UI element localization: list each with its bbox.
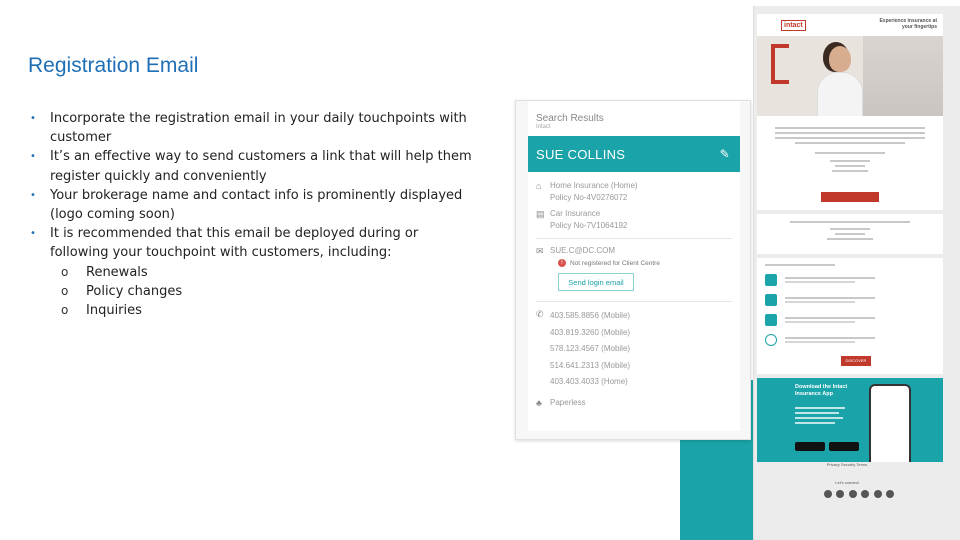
paperless-label: Paperless (550, 397, 586, 407)
bullet-item (30, 109, 485, 147)
email-footer-links[interactable]: Privacy Security Terms (826, 462, 868, 467)
search-results-subheading: Intact (536, 124, 551, 130)
registration-warning (528, 259, 740, 267)
email-intro-text (757, 124, 943, 172)
phone-icon: ✆ (536, 309, 544, 319)
sub-bullet-item (30, 263, 485, 282)
woman-head (829, 46, 851, 72)
policy-type: Home Insurance (Home) (550, 181, 638, 190)
phone-number: 403.819.3260 (Mobile) (550, 327, 631, 337)
linkedin-icon[interactable] (861, 490, 869, 498)
features-section (757, 258, 943, 374)
phone-number: 403.585.8856 (Mobile) (550, 311, 631, 320)
edit-pencil-icon[interactable]: ✎ (719, 147, 730, 161)
woman-body (817, 72, 863, 120)
email-preview (753, 6, 960, 540)
sub-bullet-marker: o (61, 283, 69, 298)
slide-title: Registration Email (28, 54, 199, 77)
email-row (528, 245, 740, 257)
warning-icon: ! (558, 259, 566, 267)
register-now-button[interactable] (821, 192, 879, 202)
paperless-row (528, 397, 740, 409)
phone-list-row (528, 308, 740, 391)
customer-name: SUE COLLINS (536, 146, 626, 162)
crm-card-body (528, 101, 740, 431)
document-feature-icon (765, 294, 777, 306)
bullet-text-line: It is recommended that this email be deployed during or (50, 226, 419, 242)
sub-bullet-item (30, 282, 485, 301)
bullet-marker: • (30, 151, 36, 163)
feature-item (765, 334, 935, 348)
phone-number: 578.123.4567 (Mobile) (550, 344, 631, 353)
kitchen-background (863, 36, 943, 120)
customer-email: SUE.C@DC.COM (550, 246, 616, 255)
feature-item (765, 294, 935, 308)
car-icon: ▤ (536, 209, 545, 219)
app-promo-text (795, 404, 855, 424)
sub-bullet-marker: o (61, 264, 69, 279)
sub-bullet-text: Inquiries (86, 303, 142, 319)
bullet-text-line: Incorporate the registration email in your daily touchpoints with (50, 111, 467, 126)
divider (536, 238, 732, 239)
discover-button[interactable]: DISCOVER (841, 356, 871, 366)
facebook-icon[interactable] (824, 490, 832, 498)
bullet-list (30, 109, 485, 320)
sub-bullet-marker: o (61, 303, 69, 318)
bullet-marker: • (30, 113, 36, 124)
email-tagline: Experience insurance at your fingertips (879, 18, 937, 30)
app-promo-title: Download the Intact Insurance App (795, 384, 848, 397)
sub-bullet-item (30, 301, 485, 320)
intact-logo: intact (781, 20, 806, 31)
phone-number: 514.641.2313 (Mobile) (550, 360, 631, 370)
broker-contact-section (757, 214, 943, 254)
feature-item (765, 314, 935, 328)
bullet-marker: • (30, 228, 36, 240)
support-feature-icon (765, 334, 777, 346)
phone-mockup (869, 384, 911, 462)
search-results-heading: Search Results (536, 113, 604, 124)
policy-home-row[interactable] (528, 180, 740, 204)
broker-contact-text (757, 218, 943, 240)
customer-name-bar (528, 136, 740, 172)
app-promo-section (757, 378, 943, 462)
crm-customer-card (515, 100, 751, 440)
bullet-text-line: (logo coming soon) (50, 207, 175, 223)
google-play-badge[interactable] (829, 442, 859, 451)
bullet-text-line: customer (50, 130, 112, 146)
bullet-text-line: following your touchpoint with customers, including: (50, 245, 392, 261)
feature-item (765, 274, 935, 288)
home-icon: ⌂ (536, 181, 542, 191)
leaf-icon: ♣ (536, 397, 542, 408)
phone-feature-icon (765, 274, 777, 286)
blog-icon[interactable] (886, 490, 894, 498)
send-login-email-button[interactable]: Send login email (558, 273, 634, 291)
policy-number: Policy No-7V1064192 (550, 221, 628, 230)
instagram-icon[interactable] (874, 490, 882, 498)
policy-type: Car Insurance (550, 209, 601, 218)
red-bracket-graphic (771, 44, 789, 84)
phone-list (550, 308, 630, 391)
bullet-text-line: register quickly and conveniently (50, 168, 267, 184)
social-icons (824, 490, 894, 500)
policy-number: Policy No-4V0276072 (550, 193, 628, 202)
bullet-text-line: It’s an effective way to send customers a link that will help them (50, 149, 472, 165)
email-intro-section (757, 116, 943, 210)
envelope-icon: ✉ (536, 246, 544, 256)
bullet-item (30, 186, 485, 224)
bullet-marker: • (30, 189, 36, 201)
sub-bullet-text: Renewals (86, 264, 148, 280)
bullet-item (30, 224, 485, 262)
bullet-item (30, 147, 485, 185)
registration-warning-text: Not registered for Client Centre (570, 259, 660, 267)
policy-car-row[interactable] (528, 208, 740, 232)
app-store-badge[interactable] (795, 442, 825, 451)
email-contact-label: Let’s connect (835, 480, 859, 485)
phone-number: 403.403.4033 (Home) (550, 377, 628, 386)
divider (536, 301, 732, 302)
twitter-icon[interactable] (836, 490, 844, 498)
youtube-icon[interactable] (849, 490, 857, 498)
bullet-text-line: Your brokerage name and contact info is prominently displayed (50, 187, 463, 203)
car-feature-icon (765, 314, 777, 326)
hero-image (757, 36, 943, 120)
sub-bullet-text: Policy changes (86, 283, 183, 299)
woman-photo (815, 46, 865, 120)
